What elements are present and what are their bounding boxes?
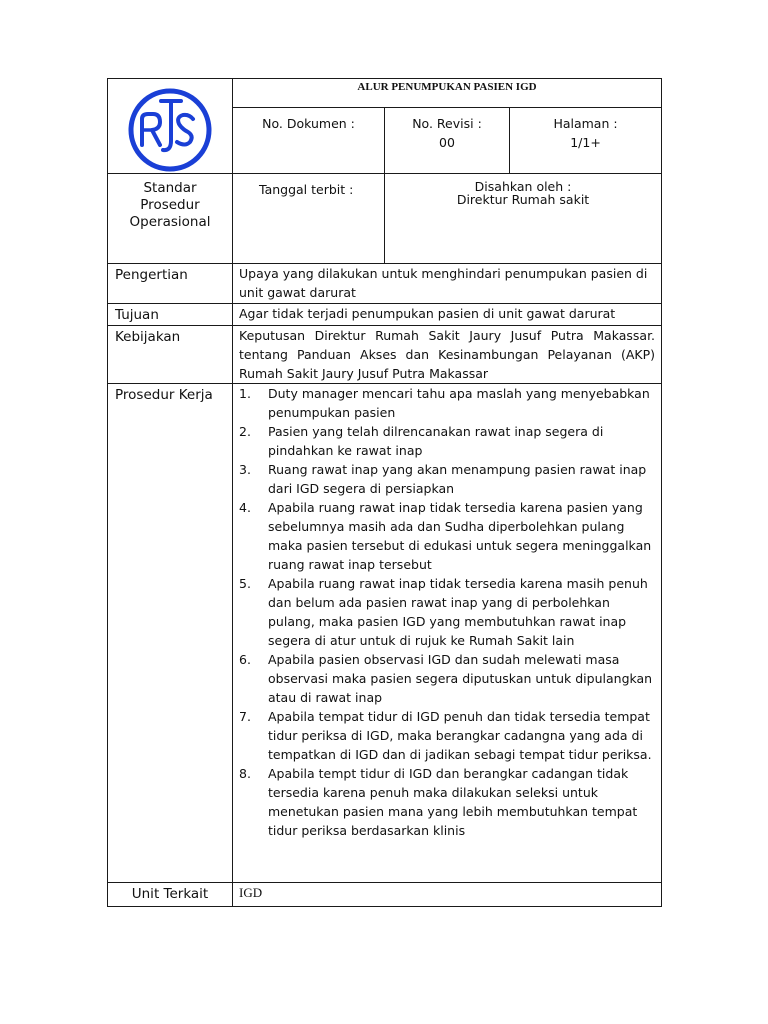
disahkan-cell	[385, 174, 662, 264]
no-revisi-cell	[385, 108, 510, 174]
hospital-logo	[127, 87, 213, 173]
prosedur-label: Prosedur Kerja	[108, 384, 233, 883]
prosedur-step	[239, 460, 655, 498]
prosedur-step	[239, 707, 655, 764]
kebijakan-label: Kebijakan	[108, 326, 233, 384]
prosedur-steps-list	[239, 384, 655, 840]
prosedur-step	[239, 574, 655, 650]
sop-label	[108, 174, 233, 264]
pengertian-label: Pengertian	[108, 264, 233, 304]
prosedur-cell	[233, 384, 662, 883]
prosedur-step-number: 8.	[239, 766, 251, 781]
prosedur-step	[239, 384, 655, 422]
no-dokumen-label: No. Dokumen :	[262, 116, 355, 132]
no-revisi-label: No. Revisi :	[412, 116, 482, 132]
prosedur-step-number: 4.	[239, 500, 251, 515]
tujuan-label: Tujuan	[108, 304, 233, 326]
sop-label-line-2: Prosedur	[140, 197, 200, 213]
disahkan-label: Disahkan oleh :	[474, 179, 572, 194]
tujuan-text: Agar tidak terjadi penumpukan pasien di unit gawat darurat	[233, 304, 662, 326]
prosedur-step	[239, 422, 655, 460]
document-title: ALUR PENUMPUKAN PASIEN IGD	[233, 79, 662, 108]
prosedur-step-number: 5.	[239, 576, 251, 591]
prosedur-step-text: Apabila ruang rawat inap tidak tersedia karena pasien yang sebelumnya masih ada dan Sudha diperbolehkan pulang maka pasien tersebut di edukasi untuk segera meninggalkan ruang rawat inap tersebut	[268, 500, 652, 572]
sop-table	[107, 78, 662, 907]
prosedur-step	[239, 650, 655, 707]
prosedur-step-text: Apabila tempat tidur di IGD penuh dan tidak tersedia tempat tidur periksa di IGD, maka berangkar cadangna yang ada di tempatkan di IGD dan di jadikan sebagi tempat tidur periksa.	[268, 709, 652, 762]
prosedur-step	[239, 498, 655, 574]
kebijakan-text: Keputusan Direktur Rumah Sakit Jaury Jusuf Putra Makassar. tentang Panduan Akses dan Kesinambungan Pelayanan (AKP) Rumah Sakit Jaury Jusuf Putra Makassar	[233, 326, 662, 384]
prosedur-step-text: Apabila ruang rawat inap tidak tersedia karena masih penuh dan belum ada pasien rawat inap yang di perbolehkan pulang, maka pasien IGD yang membutuhkan rawat inap segera di atur untuk di rujuk ke Rumah Sakit lain	[268, 576, 648, 648]
prosedur-step-number: 1.	[239, 386, 251, 401]
halaman-value: 1/1+	[570, 135, 601, 151]
logo-cell	[108, 79, 233, 174]
tanggal-terbit-cell	[233, 174, 385, 264]
unit-terkait-label: Unit Terkait	[108, 883, 233, 907]
no-revisi-value: 00	[439, 135, 455, 151]
prosedur-step-number: 7.	[239, 709, 251, 724]
prosedur-step-number: 6.	[239, 652, 251, 667]
sop-label-line-3: Operasional	[129, 214, 211, 230]
pengertian-text: Upaya yang dilakukan untuk menghindari penumpukan pasien di unit gawat darurat	[233, 264, 662, 304]
prosedur-step-text: Apabila pasien observasi IGD dan sudah melewati masa observasi maka pasien segera diputuskan untuk dipulangkan atau di rawat inap	[268, 652, 653, 705]
rsj-logo-icon	[127, 87, 213, 173]
no-dokumen-cell	[233, 108, 385, 174]
unit-terkait-text: IGD	[233, 883, 662, 907]
disahkan-value: Direktur Rumah sakit	[456, 192, 590, 207]
prosedur-step-number: 2.	[239, 424, 251, 439]
halaman-cell	[510, 108, 662, 174]
prosedur-step-text: Duty manager mencari tahu apa maslah yang menyebabkan penumpukan pasien	[268, 386, 650, 420]
prosedur-step-text: Ruang rawat inap yang akan menampung pasien rawat inap dari IGD segera di persiapkan	[268, 462, 647, 496]
prosedur-step-number: 3.	[239, 462, 251, 477]
prosedur-step-text: Apabila tempt tidur di IGD dan berangkar cadangan tidak tersedia karena penuh maka dilakukan seleksi untuk menetukan pasien mana yang lebih membutuhkan tempat tidur periksa berdasarkan klinis	[268, 766, 638, 838]
sop-label-line-1: Standar	[143, 180, 197, 196]
prosedur-step	[239, 764, 655, 840]
tanggal-terbit-label: Tanggal terbit :	[259, 182, 354, 197]
prosedur-step-text: Pasien yang telah dilrencanakan rawat inap segera di pindahkan ke rawat inap	[268, 424, 604, 458]
halaman-label: Halaman :	[553, 116, 618, 132]
